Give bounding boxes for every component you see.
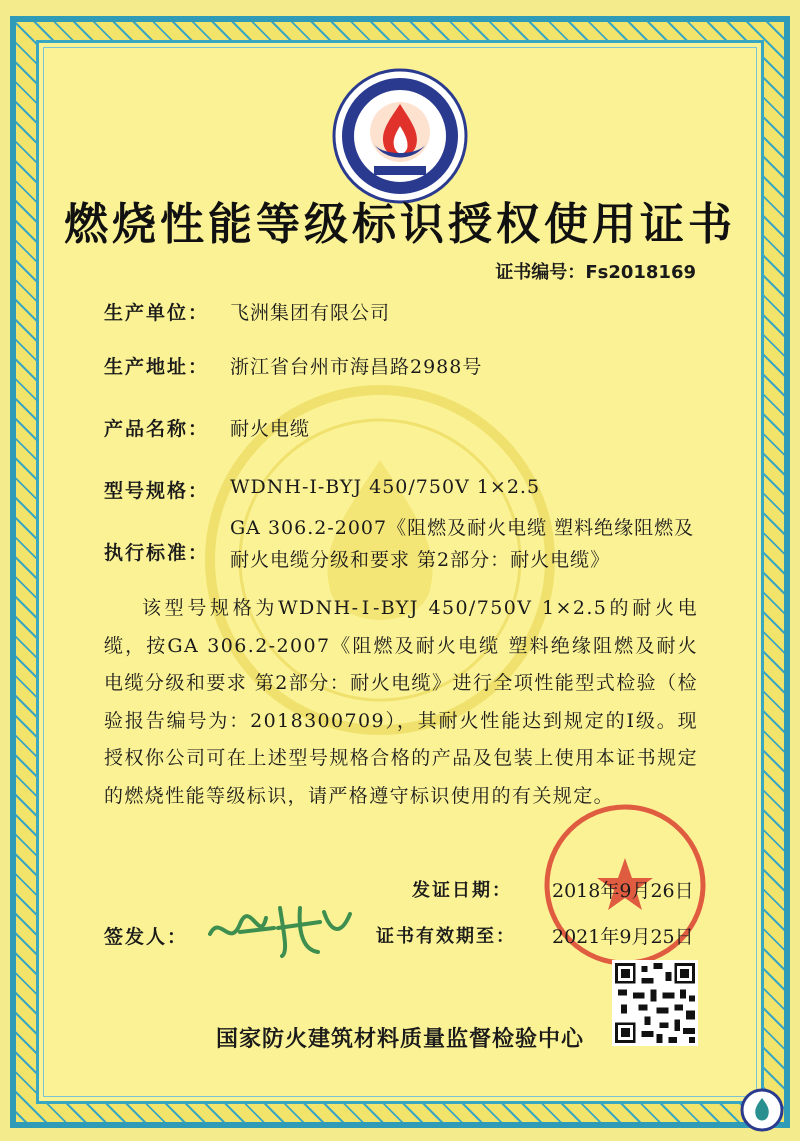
emblem-logo-icon xyxy=(330,66,470,206)
product-label: 产品名称： xyxy=(104,418,210,440)
standard-label: 执行标准： xyxy=(104,542,210,564)
issue-date-label: 发证日期： xyxy=(412,880,512,901)
model-value: WDNH-Ⅰ-BYJ 450/750V 1×2.5 xyxy=(230,476,541,498)
corner-emblem-icon xyxy=(740,1088,784,1132)
valid-until-value: 2021年9月25日 xyxy=(552,926,694,948)
signer-label: 签发人： xyxy=(104,926,189,948)
address-value: 浙江省台州市海昌路2988号 xyxy=(230,356,483,378)
certificate-number-label: 证书编号： xyxy=(495,262,586,283)
issue-date-value: 2018年9月26日 xyxy=(552,880,694,902)
certificate-number-value: Fs2018169 xyxy=(585,262,696,283)
issuing-authority: 国家防火建筑材料质量监督检验中心 xyxy=(215,1027,584,1052)
signature xyxy=(200,894,360,964)
product-value: 耐火电缆 xyxy=(230,418,311,440)
certificate-number xyxy=(495,258,696,284)
standard-value: GA 306.2-2007《阻燃及耐火电缆 塑料绝缘阻燃及耐火电缆分级和要求 第2部分：耐火电缆》 xyxy=(230,517,695,571)
authorization-paragraph: 该型号规格为WDNH-Ⅰ-BYJ 450/750V 1×2.5的耐火电缆，按GA 306.2-2007《阻燃及耐火电缆 塑料绝缘阻燃及耐火电缆分级和要求 第2部分：耐火电缆》进行全项性能型式检验（检验报告编号为：2018300709），其耐火性能达到规定的Ⅰ级。现授权你公司可在上述型号规格合格的产品及包装上使用本证书规定的燃烧性能等级标识，请严格遵守标识使用的有关规定。 xyxy=(104,597,698,807)
model-label: 型号规格： xyxy=(104,480,210,502)
valid-until-label: 证书有效期至： xyxy=(376,926,516,947)
address-label: 生产地址： xyxy=(104,356,210,378)
unit-value: 飞洲集团有限公司 xyxy=(230,302,391,324)
certificate-title: 燃烧性能等级标识授权使用证书 xyxy=(64,199,736,250)
unit-label: 生产单位： xyxy=(104,302,210,324)
